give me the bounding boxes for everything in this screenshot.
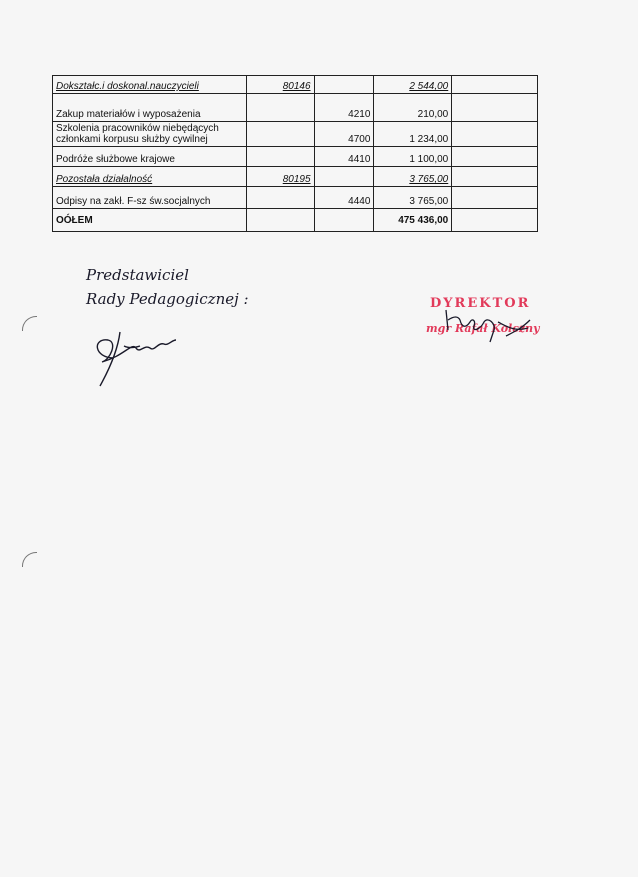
table-row — [53, 187, 538, 209]
row-paragraph-code: 4210 — [314, 94, 374, 122]
row-section-code — [246, 147, 314, 167]
table-row — [53, 94, 538, 122]
row-note — [452, 94, 538, 122]
row-description: Szkolenia pracowników niebędących członkami korpusu służby cywilnej — [53, 122, 247, 147]
row-amount: 1 100,00 — [374, 147, 452, 167]
row-description: Zakup materiałów i wyposażenia — [53, 94, 247, 122]
row-paragraph-code: 4440 — [314, 187, 374, 209]
row-description: Pozostała działalność — [53, 167, 247, 187]
representative-label-line1: Predstawiciel — [86, 266, 189, 284]
row-paragraph-code — [314, 76, 374, 94]
table-row — [53, 147, 538, 167]
table-row — [53, 76, 538, 94]
total-row — [53, 209, 538, 232]
row-description: Odpisy na zakł. F-sz św.socjalnych — [53, 187, 247, 209]
table-row — [53, 167, 538, 187]
total-label: OÓŁEM — [53, 209, 247, 232]
row-note — [452, 187, 538, 209]
total-empty-cell — [314, 209, 374, 232]
row-amount: 3 765,00 — [374, 167, 452, 187]
stamp-title: DYREKTOR — [430, 296, 531, 311]
row-amount: 210,00 — [374, 94, 452, 122]
row-paragraph-code: 4410 — [314, 147, 374, 167]
row-amount: 3 765,00 — [374, 187, 452, 209]
total-amount: 475 436,00 — [374, 209, 452, 232]
row-description: Podróże służbowe krajowe — [53, 147, 247, 167]
row-paragraph-code: 4700 — [314, 122, 374, 147]
row-note — [452, 122, 538, 147]
director-signature — [436, 302, 536, 348]
punch-hole-top — [22, 316, 37, 331]
row-amount: 1 234,00 — [374, 122, 452, 147]
row-paragraph-code — [314, 167, 374, 187]
row-section-code — [246, 122, 314, 147]
budget-table — [52, 75, 538, 232]
total-empty-cell — [246, 209, 314, 232]
representative-signature — [84, 318, 184, 392]
row-section-code — [246, 94, 314, 122]
row-section-code: 80146 — [246, 76, 314, 94]
row-description: Dokształc.i doskonal.nauczycieli — [53, 76, 247, 94]
row-note — [452, 167, 538, 187]
row-section-code: 80195 — [246, 167, 314, 187]
representative-label-line2: Rady Pedagogicznej : — [86, 290, 249, 308]
row-amount: 2 544,00 — [374, 76, 452, 94]
stamp-name: mgr Rafał Kolczny — [426, 322, 540, 335]
total-empty-cell — [452, 209, 538, 232]
punch-hole-bottom — [22, 552, 37, 567]
row-note — [452, 147, 538, 167]
table-row — [53, 122, 538, 147]
row-note — [452, 76, 538, 94]
row-section-code — [246, 187, 314, 209]
